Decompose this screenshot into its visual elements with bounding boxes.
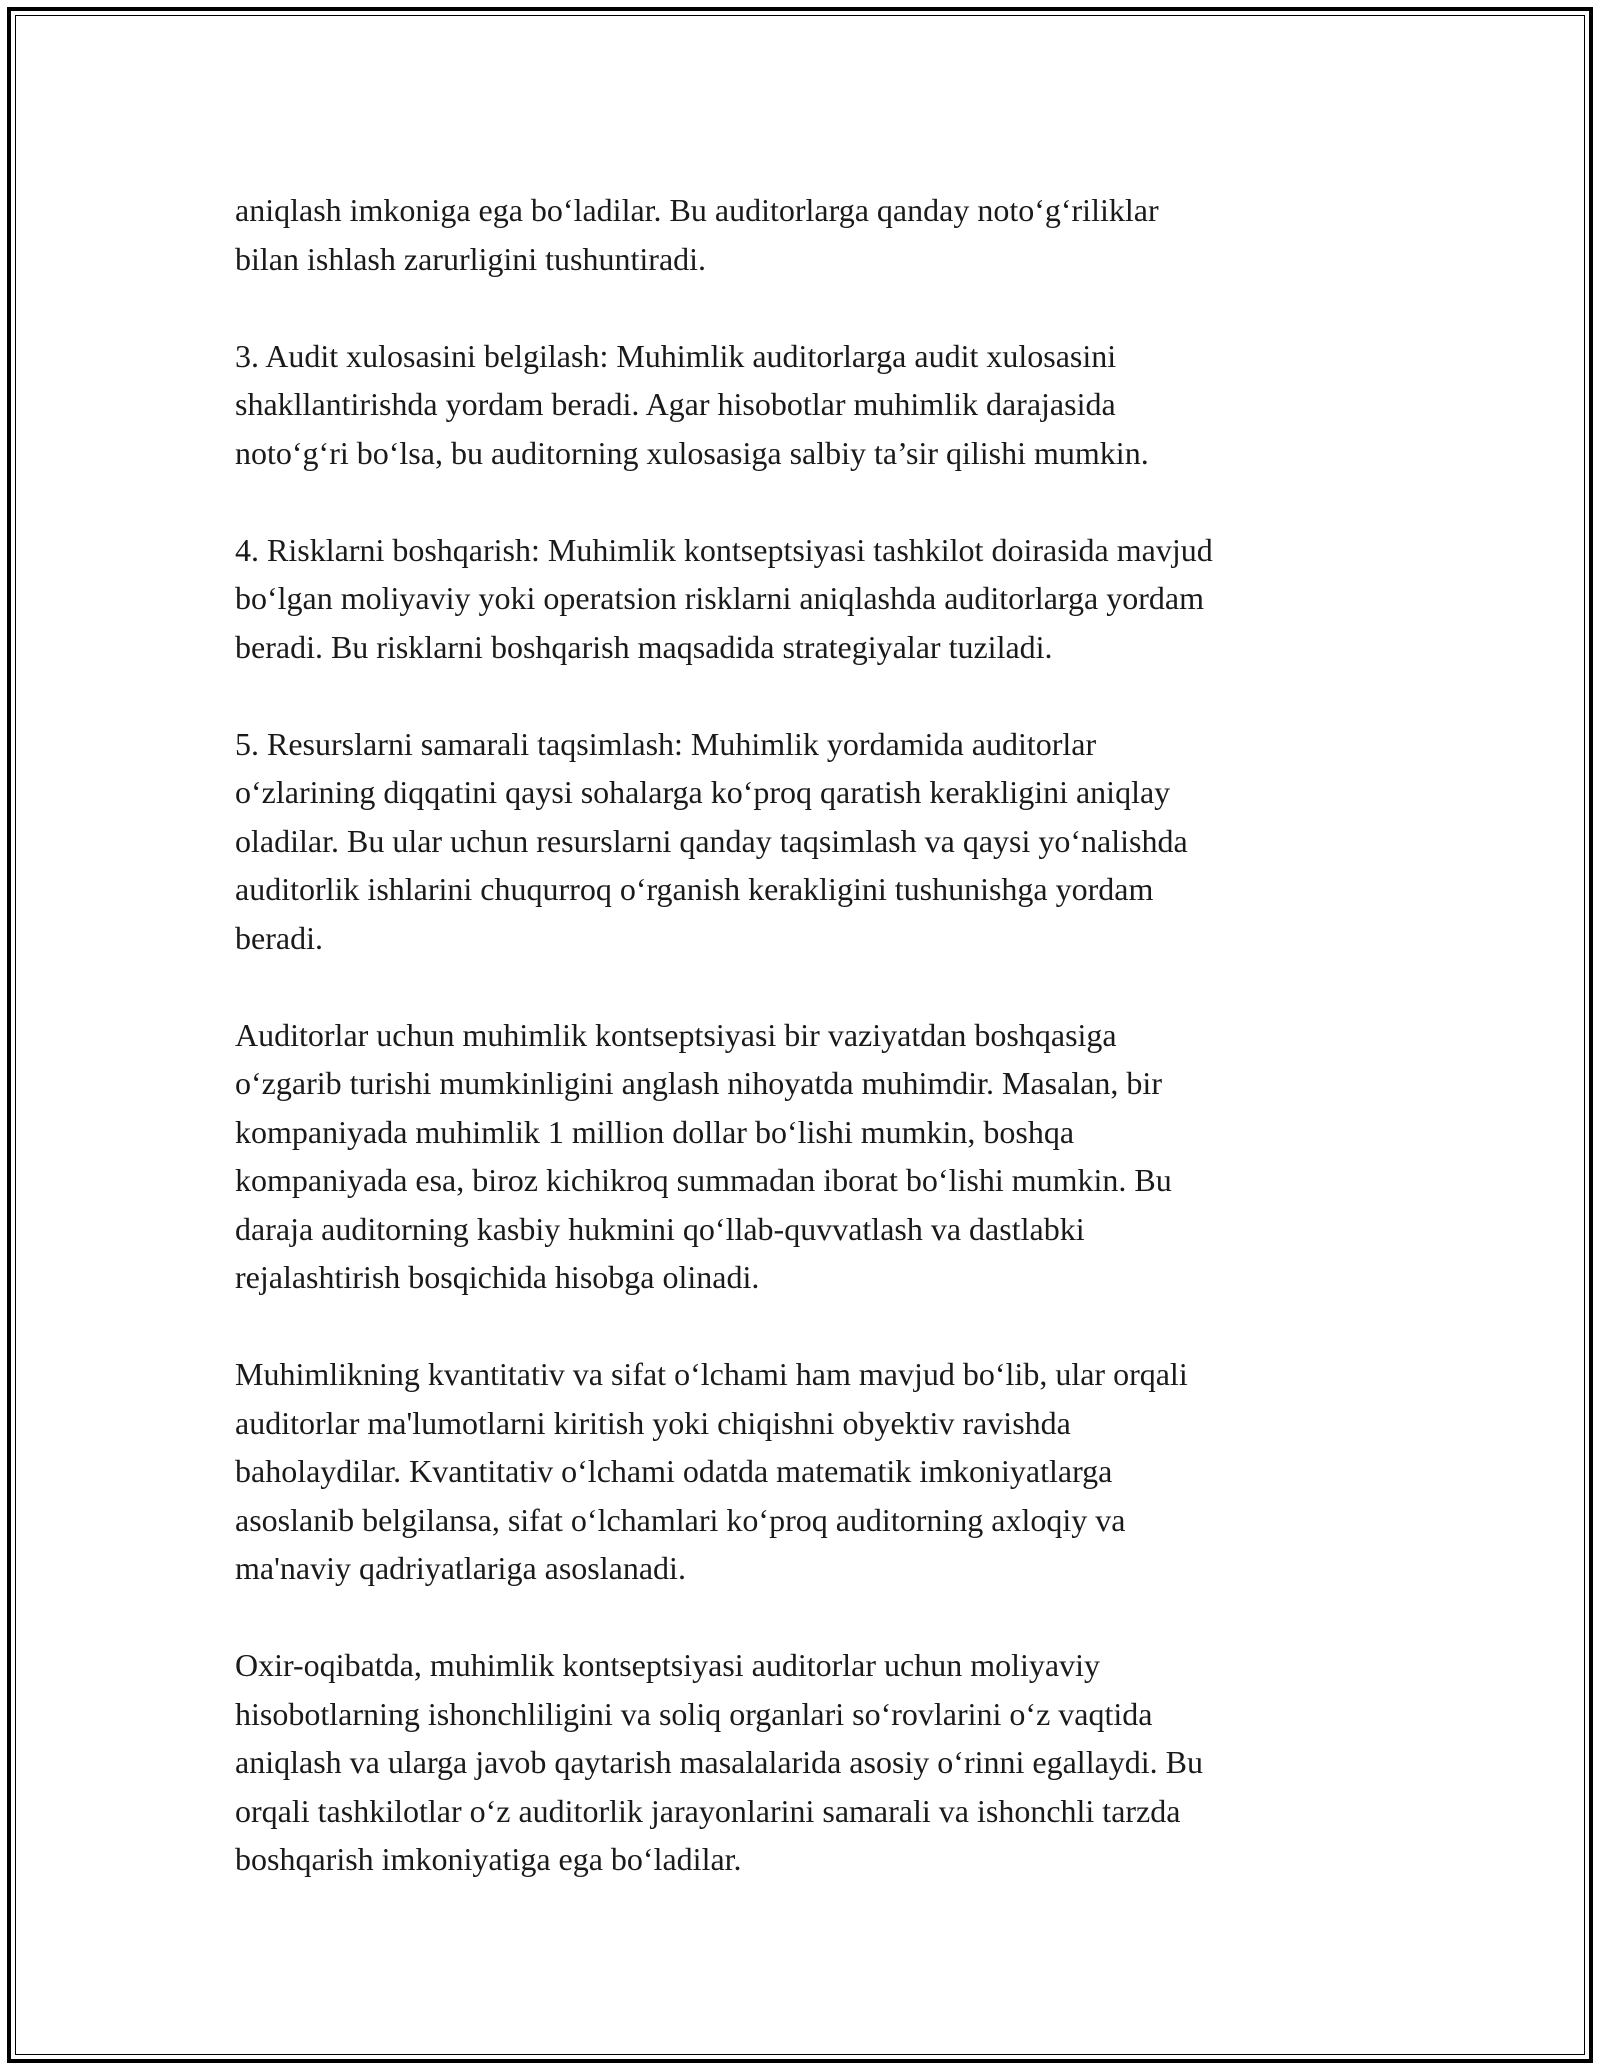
text-line: o‘zlarining diqqatini qaysi sohalarga ko‘proq qaratish kerakligini aniqlay	[235, 774, 1171, 810]
text-line: beradi.	[235, 919, 323, 956]
text-line: beradi. Bu risklarni boshqarish maqsadida strategiyalar tuziladi.	[235, 628, 1053, 665]
text-line: asoslanib belgilansa, sifat o‘lchamlari ko‘proq auditorning axloqiy va	[235, 1501, 1126, 1538]
text-line: noto‘g‘ri bo‘lsa, bu auditorning xulosasiga salbiy ta’sir qilishi mumkin.	[235, 434, 1149, 471]
text-line: ma'naviy qadriyatlariga asoslanadi.	[235, 1550, 686, 1586]
text-line: bilan ishlash zarurligini tushuntiradi.	[235, 240, 707, 277]
text-line: 3. Audit xulosasini belgilash: Muhimlik auditorlarga audit xulosasini	[235, 337, 1117, 374]
paragraph-5	[235, 1011, 1375, 1302]
text-line: oladilar. Bu ular uchun resurslarni qanday taqsimlash va qaysi yo‘nalishda	[235, 822, 1188, 859]
text-line: Auditorlar uchun muhimlik kontseptsiyasi bir vaziyatdan boshqasiga	[235, 1016, 1117, 1053]
paragraph-3	[235, 526, 1375, 672]
text-line: orqali tashkilotlar o‘z auditorlik jarayonlarini samarali va ishonchli tarzda	[235, 1792, 1181, 1829]
text-line: 4. Risklarni boshqarish: Muhimlik kontseptsiyasi tashkilot doirasida mavjud	[235, 531, 1213, 568]
paragraph-7	[235, 1641, 1375, 1884]
paragraph-1	[235, 186, 1375, 283]
text-line: kompaniyada esa, biroz kichikroq summadan iborat bo‘lishi mumkin. Bu	[235, 1162, 1172, 1198]
text-line: kompaniyada muhimlik 1 million dollar bo‘lishi mumkin, boshqa	[235, 1113, 1075, 1150]
text-line: hisobotlarning ishonchliligini va soliq organlari so‘rovlarini o‘z vaqtida	[235, 1695, 1153, 1732]
paragraph-4	[235, 720, 1375, 963]
text-line: auditorlik ishlarini chuqurroq o‘rganish kerakligini tushunishga yordam	[235, 871, 1154, 907]
text-line: shakllantirishda yordam beradi. Agar hisobotlar muhimlik darajasida	[235, 386, 1116, 422]
paragraph-2	[235, 332, 1375, 478]
text-line: boshqarish imkoniyatiga ega bo‘ladilar.	[235, 1841, 742, 1877]
text-line: aniqlash va ularga javob qaytarish masalalarida asosiy o‘rinni egallaydi. Bu	[235, 1744, 1204, 1780]
text-line: auditorlar ma'lumotlarni kiritish yoki chiqishni obyektiv ravishda	[235, 1404, 1071, 1441]
document-body	[235, 186, 1375, 1932]
text-line: o‘zgarib turishi mumkinligini anglash nihoyatda muhimdir. Masalan, bir	[235, 1065, 1162, 1101]
text-line: 5. Resurslarni samarali taqsimlash: Muhimlik yordamida auditorlar	[235, 725, 1097, 762]
text-line: aniqlash imkoniga ega bo‘ladilar. Bu auditorlarga qanday noto‘g‘riliklar	[235, 192, 1159, 228]
text-line: rejalashtirish bosqichida hisobga olinadi.	[235, 1259, 760, 1295]
text-line: daraja auditorning kasbiy hukmini qo‘llab-quvvatlash va dastlabki	[235, 1210, 1085, 1247]
text-line: Oxir-oqibatda, muhimlik kontseptsiyasi auditorlar uchun moliyaviy	[235, 1647, 1100, 1683]
text-line: Muhimlikning kvantitativ va sifat o‘lchami ham mavjud bo‘lib, ular orqali	[235, 1356, 1188, 1392]
text-line: baholaydilar. Kvantitativ o‘lchami odatda matematik imkoniyatlarga	[235, 1453, 1113, 1489]
text-line: bo‘lgan moliyaviy yoki operatsion risklarni aniqlashda auditorlarga yordam	[235, 580, 1204, 616]
paragraph-6	[235, 1350, 1375, 1593]
